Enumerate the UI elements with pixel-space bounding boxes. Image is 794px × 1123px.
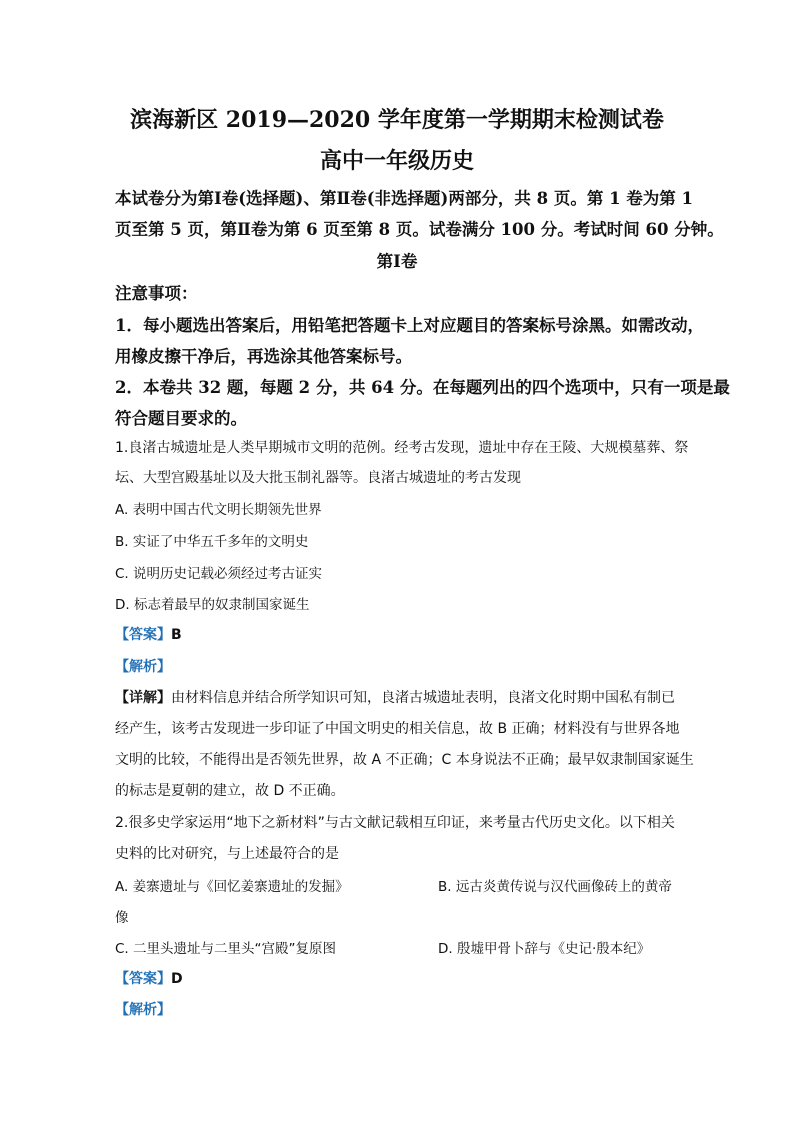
q1-option-c: C. 说明历史记载必须经过考古证实 <box>115 566 323 582</box>
q1-answer-value: B <box>171 627 182 643</box>
q2-option-a: A. 姜寨遗址与《回忆姜寨遗址的发掘》 <box>115 879 349 895</box>
q2-analysis <box>115 999 171 1019</box>
q2-answer-value: D <box>171 971 183 987</box>
intro-line-2: 页至第 5 页，第Ⅱ卷为第 6 页至第 8 页。试卷满分 100 分。考试时间 60 分钟。 <box>115 220 724 239</box>
intro-line-1: 本试卷分为第Ⅰ卷(选择题)、第Ⅱ卷(非选择题)两部分，共 8 页。第 1 卷为第 1 <box>115 189 694 208</box>
q1-option-d: D. 标志着最早的奴隶制国家诞生 <box>115 597 310 613</box>
q2-stem-line-2: 史料的比对研究，与上述最符合的是 <box>115 846 339 862</box>
q1-detail-line-3: 文明的比较，不能得出是否领先世界，故 A 不正确；C 本身说法不正确；最早奴隶制国家诞生 <box>115 752 694 768</box>
notes-item-1-line-1: 1．每小题选出答案后，用铅笔把答题卡上对应题目的答案标号涂黑。如需改动， <box>115 316 704 335</box>
q1-option-a: A. 表明中国古代文明长期领先世界 <box>115 502 322 518</box>
q1-analysis-label: 【解析】 <box>115 659 171 675</box>
q1-answer <box>115 624 182 644</box>
notes-item-1-line-2: 用橡皮擦干净后，再选涂其他答案标号。 <box>115 347 412 366</box>
q2-option-b: B. 远古炎黄传说与汉代画像砖上的黄帝 <box>438 879 672 895</box>
q2-option-d: D. 殷墟甲骨卜辞与《史记·殷本纪》 <box>438 941 651 957</box>
exam-title: 滨海新区 2019—2020 学年度第一学期期末检测试卷 <box>130 107 664 133</box>
q1-detail-line-1 <box>115 687 675 707</box>
q1-detail-line-4: 的标志是夏朝的建立，故 D 不正确。 <box>115 783 345 799</box>
q1-analysis <box>115 656 171 676</box>
q1-stem-line-2: 坛、大型宫殿基址以及大批玉制礼器等。良渚古城遗址的考古发现 <box>115 470 521 486</box>
q2-option-c: C. 二里头遗址与二里头“宫殿”复原图 <box>115 941 336 957</box>
q1-detail-line-2: 经产生，该考古发现进一步印证了中国文明史的相关信息，故 B 正确；材料没有与世界各地 <box>115 721 680 737</box>
q2-option-b-wrap: 像 <box>115 910 129 926</box>
section-title: 第Ⅰ卷 <box>376 252 418 271</box>
notes-heading: 注意事项： <box>115 284 198 303</box>
notes-item-2-line-2: 符合题目要求的。 <box>115 409 247 428</box>
q1-stem-line-1: 1.良渚古城遗址是人类早期城市文明的范例。经考古发现，遗址中存在王陵、大规模墓葬、祭 <box>115 440 689 456</box>
q2-stem-line-1: 2.很多史学家运用“地下之新材料”与古文献记载相互印证，来考量古代历史文化。以下相关 <box>115 815 675 831</box>
exam-subtitle: 高中一年级历史 <box>319 148 474 174</box>
notes-item-2-line-1: 2．本卷共 32 题，每题 2 分，共 64 分。在每题列出的四个选项中，只有一项是最 <box>115 378 730 397</box>
q1-answer-label: 【答案】 <box>115 627 171 643</box>
q2-answer <box>115 968 183 988</box>
q1-detail-label: 【详解】 <box>115 690 171 706</box>
q1-detail-text-1: 由材料信息并结合所学知识可知，良渚古城遗址表明，良渚文化时期中国私有制已 <box>171 690 675 706</box>
q2-analysis-label: 【解析】 <box>115 1002 171 1018</box>
q2-answer-label: 【答案】 <box>115 971 171 987</box>
q1-option-b: B. 实证了中华五千多年的文明史 <box>115 534 309 550</box>
